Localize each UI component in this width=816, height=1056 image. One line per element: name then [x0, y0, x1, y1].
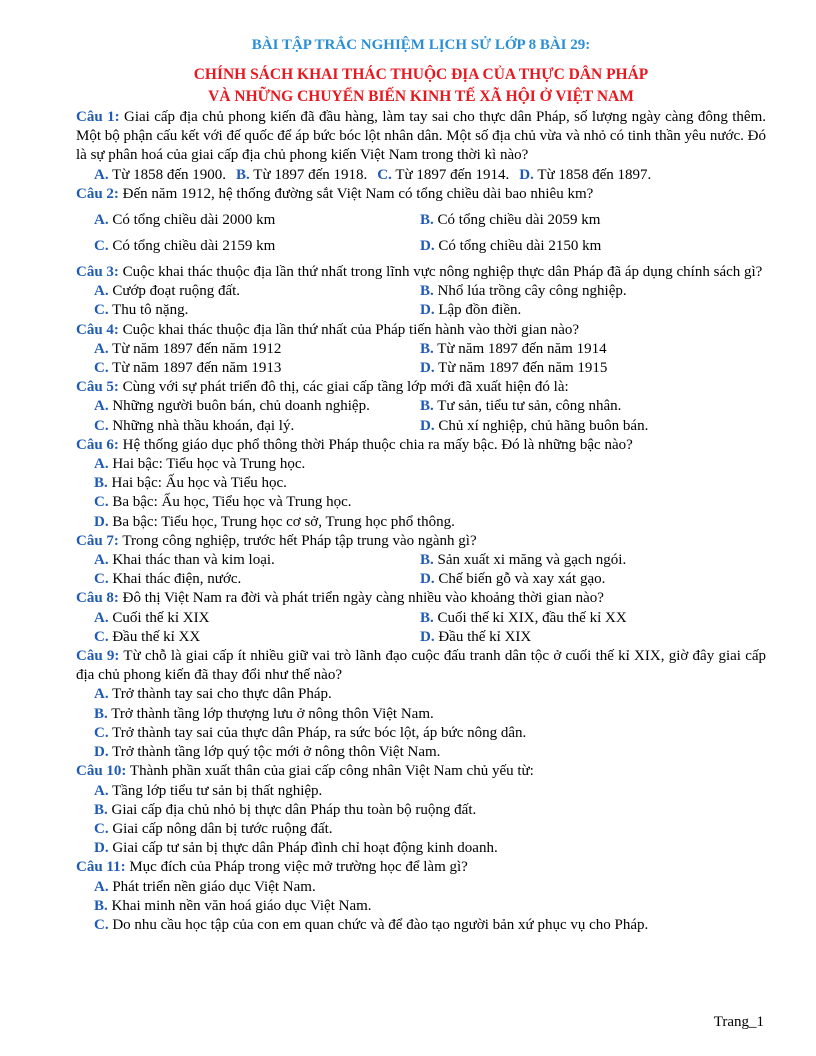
question-block: [76, 762, 766, 858]
option-label: A.: [94, 456, 109, 473]
answer-option: [94, 340, 420, 359]
option-label: C.: [94, 494, 109, 511]
option-text: Từ năm 1897 đến năm 1915: [438, 360, 608, 377]
option-label: A.: [94, 552, 109, 569]
option-text: Khai thác than và kim loại.: [112, 552, 275, 569]
option-label: B.: [94, 801, 108, 818]
answer-option: [94, 878, 316, 897]
question-block: [76, 321, 766, 379]
options-row: [94, 455, 766, 474]
option-text: Cuối thế kỉ XIX, đầu thế kỉ XX: [437, 609, 627, 626]
options-row: [94, 724, 766, 743]
question-number: Câu 6:: [76, 436, 119, 453]
document-subtitle-line2: VÀ NHỮNG CHUYỂN BIẾN KINH TẾ XÃ HỘI Ở VIỆT NAM: [208, 88, 634, 105]
question-stem: [76, 532, 766, 551]
question-block: [76, 589, 766, 647]
options-row: [94, 513, 766, 532]
question-number: Câu 7:: [76, 532, 119, 549]
answer-option: [420, 211, 746, 230]
question-text: Mục đích của Pháp trong việc mở trường học để làm gì?: [129, 859, 468, 876]
option-text: Hai bậc: Ấu học và Tiểu học.: [111, 475, 287, 492]
option-text: Phát triển nền giáo dục Việt Nam.: [112, 878, 316, 895]
option-label: A.: [94, 398, 109, 415]
question-text: Từ chỗ là giai cấp ít nhiều giữ vai trò lãnh đạo cuộc đấu tranh dân tộc ở cuối thế kỉ XIX, giờ đây giai cấp địa chủ phong kiến đã thay đổi như thế nào?: [76, 648, 767, 684]
answer-option: [420, 570, 746, 589]
document-title: BÀI TẬP TRẮC NGHIỆM LỊCH SỬ LỚP 8 BÀI 29:: [251, 37, 591, 53]
answer-option: [94, 237, 420, 256]
question-text: Cùng với sự phát triển đô thị, các giai cấp tầng lớp mới đã xuất hiện đó là:: [122, 379, 569, 396]
answer-option: [420, 551, 746, 570]
options-row: [94, 340, 766, 359]
option-text: Những người buôn bán, chủ doanh nghiệp.: [112, 398, 370, 415]
option-label: C.: [94, 571, 109, 588]
options-group: [76, 166, 766, 185]
answer-option: [94, 282, 420, 301]
question-stem: [76, 108, 766, 166]
option-text: Ba bậc: Tiểu học, Trung học cơ sở, Trung học phổ thông.: [112, 513, 455, 530]
options-group: [76, 455, 766, 532]
question-block: [76, 108, 766, 185]
answer-option: [94, 166, 226, 185]
option-label: A.: [94, 283, 109, 300]
question-stem: [76, 589, 766, 608]
answer-option: [236, 166, 367, 185]
option-label: B.: [420, 609, 434, 626]
option-text: Cướp đoạt ruộng đất.: [112, 283, 241, 300]
answer-option: [420, 301, 746, 320]
options-row: [94, 916, 766, 935]
answer-option: [94, 609, 420, 628]
question-stem: [76, 378, 766, 397]
option-text: Trở thành tầng lớp thượng lưu ở nông thôn Việt Nam.: [111, 705, 434, 722]
question-number: Câu 5:: [76, 379, 119, 396]
answer-option: [94, 705, 434, 724]
answer-option: [420, 628, 746, 647]
answer-option: [94, 724, 526, 743]
question-text: Giai cấp địa chủ phong kiến đã đầu hàng, làm tay sai cho thực dân Pháp, số lượng ngày càng đông thêm. Một bộ phận cấu kết với đế quốc để áp bức bóc lột nhân dân. Một số địa chủ vừa và nhỏ có tinh thần yêu nước. Đó là sự phân hoá của giai cấp địa chủ phong kiến Việt Nam trong thời kì nào?: [76, 109, 767, 164]
option-text: Giai cấp tư sản bị thực dân Pháp đình chỉ hoạt động kinh doanh.: [112, 840, 498, 857]
answer-option: [94, 359, 420, 378]
option-text: Từ năm 1897 đến năm 1914: [437, 340, 607, 357]
options-group: [76, 609, 766, 647]
answer-option: [94, 513, 455, 532]
option-text: Có tổng chiều dài 2000 km: [112, 212, 276, 229]
option-text: Từ 1858 đến 1900.: [112, 166, 227, 183]
option-text: Tư sản, tiểu tư sản, công nhân.: [437, 398, 622, 415]
question-number: Câu 3:: [76, 264, 119, 281]
question-number: Câu 8:: [76, 590, 119, 607]
options-row: [94, 417, 766, 436]
option-label: A.: [94, 686, 109, 703]
question-list: [76, 108, 766, 935]
question-text: Cuộc khai thác thuộc địa lần thứ nhất của Pháp tiến hành vào thời gian nào?: [122, 321, 580, 338]
option-label: D.: [420, 628, 435, 645]
question-stem: [76, 647, 766, 685]
answer-option: [94, 474, 287, 493]
question-text: Đô thị Việt Nam ra đời và phát triển ngày càng nhiều vào khoảng thời gian nào?: [122, 590, 604, 607]
question-block: [76, 647, 766, 762]
options-group: [76, 685, 766, 762]
options-row: [94, 801, 766, 820]
option-label: C.: [377, 166, 392, 183]
option-label: B.: [420, 212, 434, 229]
question-block: [76, 263, 766, 321]
option-label: C.: [94, 628, 109, 645]
options-group: [76, 551, 766, 589]
options-row: [94, 839, 766, 858]
answer-option: [420, 359, 746, 378]
question-block: [76, 858, 766, 935]
options-row: [94, 628, 766, 647]
options-row: [94, 878, 766, 897]
option-label: A.: [94, 609, 109, 626]
answer-option: [94, 211, 420, 230]
answer-option: [519, 166, 651, 185]
option-text: Do nhu cầu học tập của con em quan chức và để đào tạo người bản xứ phục vụ cho Pháp.: [112, 916, 649, 933]
option-label: D.: [94, 744, 109, 761]
question-number: Câu 9:: [76, 648, 120, 665]
option-label: D.: [420, 571, 435, 588]
question-text: Trong công nghiệp, trước hết Pháp tập trung vào ngành gì?: [122, 532, 477, 549]
option-label: B.: [236, 166, 250, 183]
answer-option: [94, 916, 648, 935]
option-label: C.: [94, 302, 109, 319]
answer-option: [94, 417, 420, 436]
answer-option: [94, 628, 420, 647]
question-stem: [76, 263, 766, 282]
option-text: Trở thành tầng lớp quý tộc mới ở nông thôn Việt Nam.: [112, 744, 441, 761]
answer-option: [94, 301, 420, 320]
options-row: [94, 301, 766, 320]
option-label: B.: [94, 897, 108, 914]
option-label: D.: [94, 513, 109, 530]
options-group: [76, 397, 766, 435]
answer-option: [420, 397, 746, 416]
answer-option: [94, 801, 476, 820]
option-label: A.: [94, 878, 109, 895]
question-number: Câu 10:: [76, 763, 127, 780]
answer-option: [94, 820, 333, 839]
option-text: Những nhà thầu khoán, đại lý.: [112, 417, 295, 434]
option-label: A.: [94, 340, 109, 357]
options-row: [94, 820, 766, 839]
option-text: Tầng lớp tiểu tư sản bị thất nghiệp.: [112, 782, 323, 799]
option-label: C.: [94, 238, 109, 255]
answer-option: [94, 493, 352, 512]
option-text: Từ 1897 đến 1914.: [395, 166, 510, 183]
option-text: Khai minh nền văn hoá giáo dục Việt Nam.: [111, 897, 372, 914]
question-text: Đến năm 1912, hệ thống đường sắt Việt Nam có tổng chiều dài bao nhiêu km?: [122, 185, 594, 202]
document-subtitle-line1: CHÍNH SÁCH KHAI THÁC THUỘC ĐỊA CỦA THỰC DÂN PHÁP: [193, 66, 649, 83]
option-label: D.: [94, 840, 109, 857]
option-text: Từ năm 1897 đến năm 1913: [112, 360, 282, 377]
option-label: D.: [420, 417, 435, 434]
options-row: [94, 551, 766, 570]
question-number: Câu 1:: [76, 109, 120, 125]
option-label: C.: [94, 820, 109, 837]
answer-option: [420, 282, 746, 301]
option-label: D.: [420, 360, 435, 377]
option-label: A.: [94, 212, 109, 229]
options-row: [94, 570, 766, 589]
question-number: Câu 2:: [76, 185, 119, 202]
question-text: Thành phần xuất thân của giai cấp công nhân Việt Nam chủ yếu từ:: [129, 763, 534, 780]
option-label: C.: [94, 360, 109, 377]
option-label: A.: [94, 782, 109, 799]
options-row: [94, 237, 766, 256]
page-number: Trang_1: [713, 1014, 764, 1030]
option-text: Sản xuất xi măng và gạch ngói.: [437, 552, 627, 569]
option-text: Thu tô nặng.: [112, 302, 189, 319]
options-group: [76, 340, 766, 378]
option-text: Trở thành tay sai cho thực dân Pháp.: [112, 686, 332, 703]
option-text: Từ năm 1897 đến năm 1912: [112, 340, 282, 357]
option-label: C.: [94, 916, 109, 933]
option-text: Giai cấp địa chủ nhỏ bị thực dân Pháp thu toàn bộ ruộng đất.: [111, 801, 477, 818]
option-text: Đầu thế kỉ XIX: [438, 628, 532, 645]
option-text: Chế biến gỗ và xay xát gạo.: [438, 571, 606, 588]
options-row: [94, 705, 766, 724]
answer-option: [94, 570, 420, 589]
option-text: Có tổng chiều dài 2059 km: [437, 212, 601, 229]
option-text: Có tổng chiều dài 2150 km: [438, 238, 602, 255]
question-text: Hệ thống giáo dục phổ thông thời Pháp thuộc chia ra mấy bậc. Đó là những bậc nào?: [122, 436, 633, 453]
option-text: Nhổ lúa trồng cây công nghiệp.: [437, 283, 627, 300]
options-group: [76, 782, 766, 859]
answer-option: [94, 685, 332, 704]
options-row: [94, 743, 766, 762]
options-row: [94, 685, 766, 704]
answer-option: [94, 397, 420, 416]
options-row: [94, 359, 766, 378]
option-label: D.: [420, 238, 435, 255]
options-group: [76, 878, 766, 936]
option-text: Cuối thế kỉ XIX: [112, 609, 210, 626]
answer-option: [94, 897, 372, 916]
option-text: Giai cấp nông dân bị tước ruộng đất.: [112, 820, 333, 837]
option-label: A.: [94, 166, 109, 183]
options-row: [94, 397, 766, 416]
answer-option: [420, 609, 746, 628]
question-block: [76, 532, 766, 590]
options-row: [94, 211, 766, 230]
options-row: [94, 493, 766, 512]
option-text: Có tổng chiều dài 2159 km: [112, 238, 276, 255]
question-stem: [76, 762, 766, 781]
option-label: D.: [420, 302, 435, 319]
question-stem: [76, 185, 766, 204]
options-row: [94, 897, 766, 916]
answer-option: [377, 166, 509, 185]
options-group: [76, 282, 766, 320]
options-row: [94, 282, 766, 301]
answer-option: [420, 237, 746, 256]
question-block: [76, 185, 766, 256]
option-text: Lập đồn điền.: [438, 302, 522, 319]
option-text: Trở thành tay sai của thực dân Pháp, ra sức bóc lột, áp bức nông dân.: [112, 724, 527, 741]
option-label: B.: [420, 552, 434, 569]
option-text: Ba bậc: Ấu học, Tiểu học và Trung học.: [112, 494, 352, 511]
option-text: Từ 1858 đến 1897.: [537, 166, 652, 183]
question-stem: [76, 858, 766, 877]
question-number: Câu 11:: [76, 859, 126, 876]
question-stem: [76, 321, 766, 340]
answer-option: [94, 743, 440, 762]
question-block: [76, 378, 766, 436]
answer-option: [94, 839, 498, 858]
option-label: C.: [94, 724, 109, 741]
option-label: B.: [94, 475, 108, 492]
option-label: B.: [420, 398, 434, 415]
options-group: [76, 211, 766, 256]
answer-option: [420, 417, 746, 436]
answer-option: [420, 340, 746, 359]
option-label: C.: [94, 417, 109, 434]
option-text: Đầu thế kỉ XX: [112, 628, 201, 645]
options-row: [94, 782, 766, 801]
document-page: [76, 36, 766, 935]
option-label: D.: [519, 166, 534, 183]
question-block: [76, 436, 766, 532]
option-text: Hai bậc: Tiểu học và Trung học.: [112, 456, 306, 473]
question-text: Cuộc khai thác thuộc địa lần thứ nhất trong lĩnh vực nông nghiệp thực dân Pháp đã áp dụng chính sách gì?: [122, 264, 763, 281]
option-text: Chủ xí nghiệp, chủ hãng buôn bán.: [438, 417, 649, 434]
options-row: [94, 474, 766, 493]
question-number: Câu 4:: [76, 321, 119, 338]
answer-option: [94, 782, 322, 801]
option-text: Từ 1897 đến 1918.: [253, 166, 368, 183]
answer-option: [94, 455, 305, 474]
answer-option: [94, 551, 420, 570]
option-label: B.: [420, 283, 434, 300]
option-label: B.: [420, 340, 434, 357]
options-row: [94, 166, 766, 185]
option-label: B.: [94, 705, 108, 722]
option-text: Khai thác điện, nước.: [112, 571, 242, 588]
options-row: [94, 609, 766, 628]
question-stem: [76, 436, 766, 455]
